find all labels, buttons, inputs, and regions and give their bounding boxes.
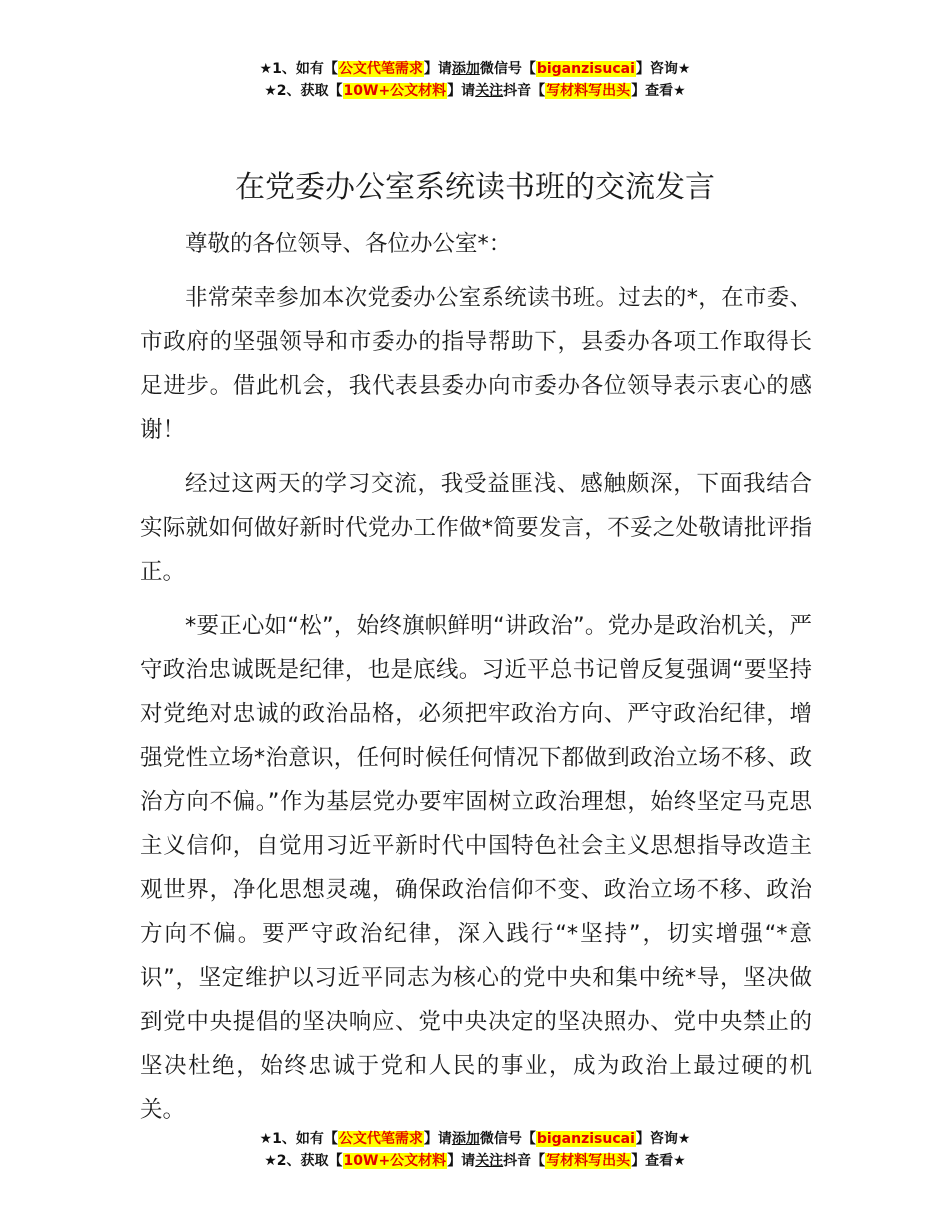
promo-wechat-id: biganzisucai [536,61,635,77]
promo-highlight: 公文代笔需求 [338,1131,423,1147]
promo-douyin-id: 写材料写出头 [546,83,631,99]
promo-wechat-id: biganzisucai [536,1131,635,1147]
promo-emphasis: 关注 [475,83,504,99]
document-body [140,222,812,1142]
promo-emphasis: 添加 [451,61,480,77]
promo-line-2: ★2、获取【10W+公文材料】请关注抖音【写材料写出头】查看★ [264,83,686,99]
header-promo-banner [0,58,950,102]
promo-highlight: 10W+公文材料 [343,1153,447,1169]
promo-highlight: 公文代笔需求 [338,61,423,77]
footer-promo-banner [0,1128,950,1172]
paragraph: 非常荣幸参加本次党委办公室系统读书班。过去的*，在市委、市政府的坚强领导和市委办的指导帮助下，县委办各项工作取得长足进步。借此机会，我代表县委办向市委办各位领导表示衷心的感谢！ [140,285,812,443]
promo-emphasis: 添加 [451,1131,480,1147]
paragraph: 经过这两天的学习交流，我受益匪浅、感触颇深，下面我结合实际就如何做好新时代党办工作做*简要发言，不妥之处敬请批评指正。 [140,471,812,585]
promo-highlight: 10W+公文材料 [343,83,447,99]
salutation: 尊敬的各位领导、各位办公室*： [185,231,512,257]
paragraph: *要正心如“松”，始终旗帜鲜明“讲政治”。党办是政治机关，严守政治忠诚既是纪律，也是底线。习近平总书记曾反复强调“要坚持对党绝对忠诚的政治品格，必须把牢政治方向、严守政治纪律，增强党性立场*治意识，任何时候任何情况下都做到政治立场不移、政治方向不偏。”作为基层党办要牢固树立政治理想，始终坚定马克思主义信仰，自觉用习近平新时代中国特色社会主义思想指导改造主观世界，净化思想灵魂，确保政治信仰不变、政治立场不移、政治方向不偏。要严守政治纪律，深入践行“*坚持”，切实增强“*意识”，坚定维护以习近平同志为核心的党中央和集中统*导，坚决做到党中央提倡的坚决响应、党中央决定的坚决照办、党中央禁止的坚决杜绝，始终忠诚于党和人民的事业，成为政治上最过硬的机关。 [140,613,812,1123]
promo-line-1: ★1、如有【公文代笔需求】请添加微信号【biganzisucai】咨询★ [259,61,691,77]
promo-line-1: ★1、如有【公文代笔需求】请添加微信号【biganzisucai】咨询★ [259,1131,691,1147]
promo-douyin-id: 写材料写出头 [546,1153,631,1169]
promo-line-2: ★2、获取【10W+公文材料】请关注抖音【写材料写出头】查看★ [264,1153,686,1169]
promo-emphasis: 关注 [475,1153,504,1169]
document-title: 在党委办公室系统读书班的交流发言 [235,170,715,205]
